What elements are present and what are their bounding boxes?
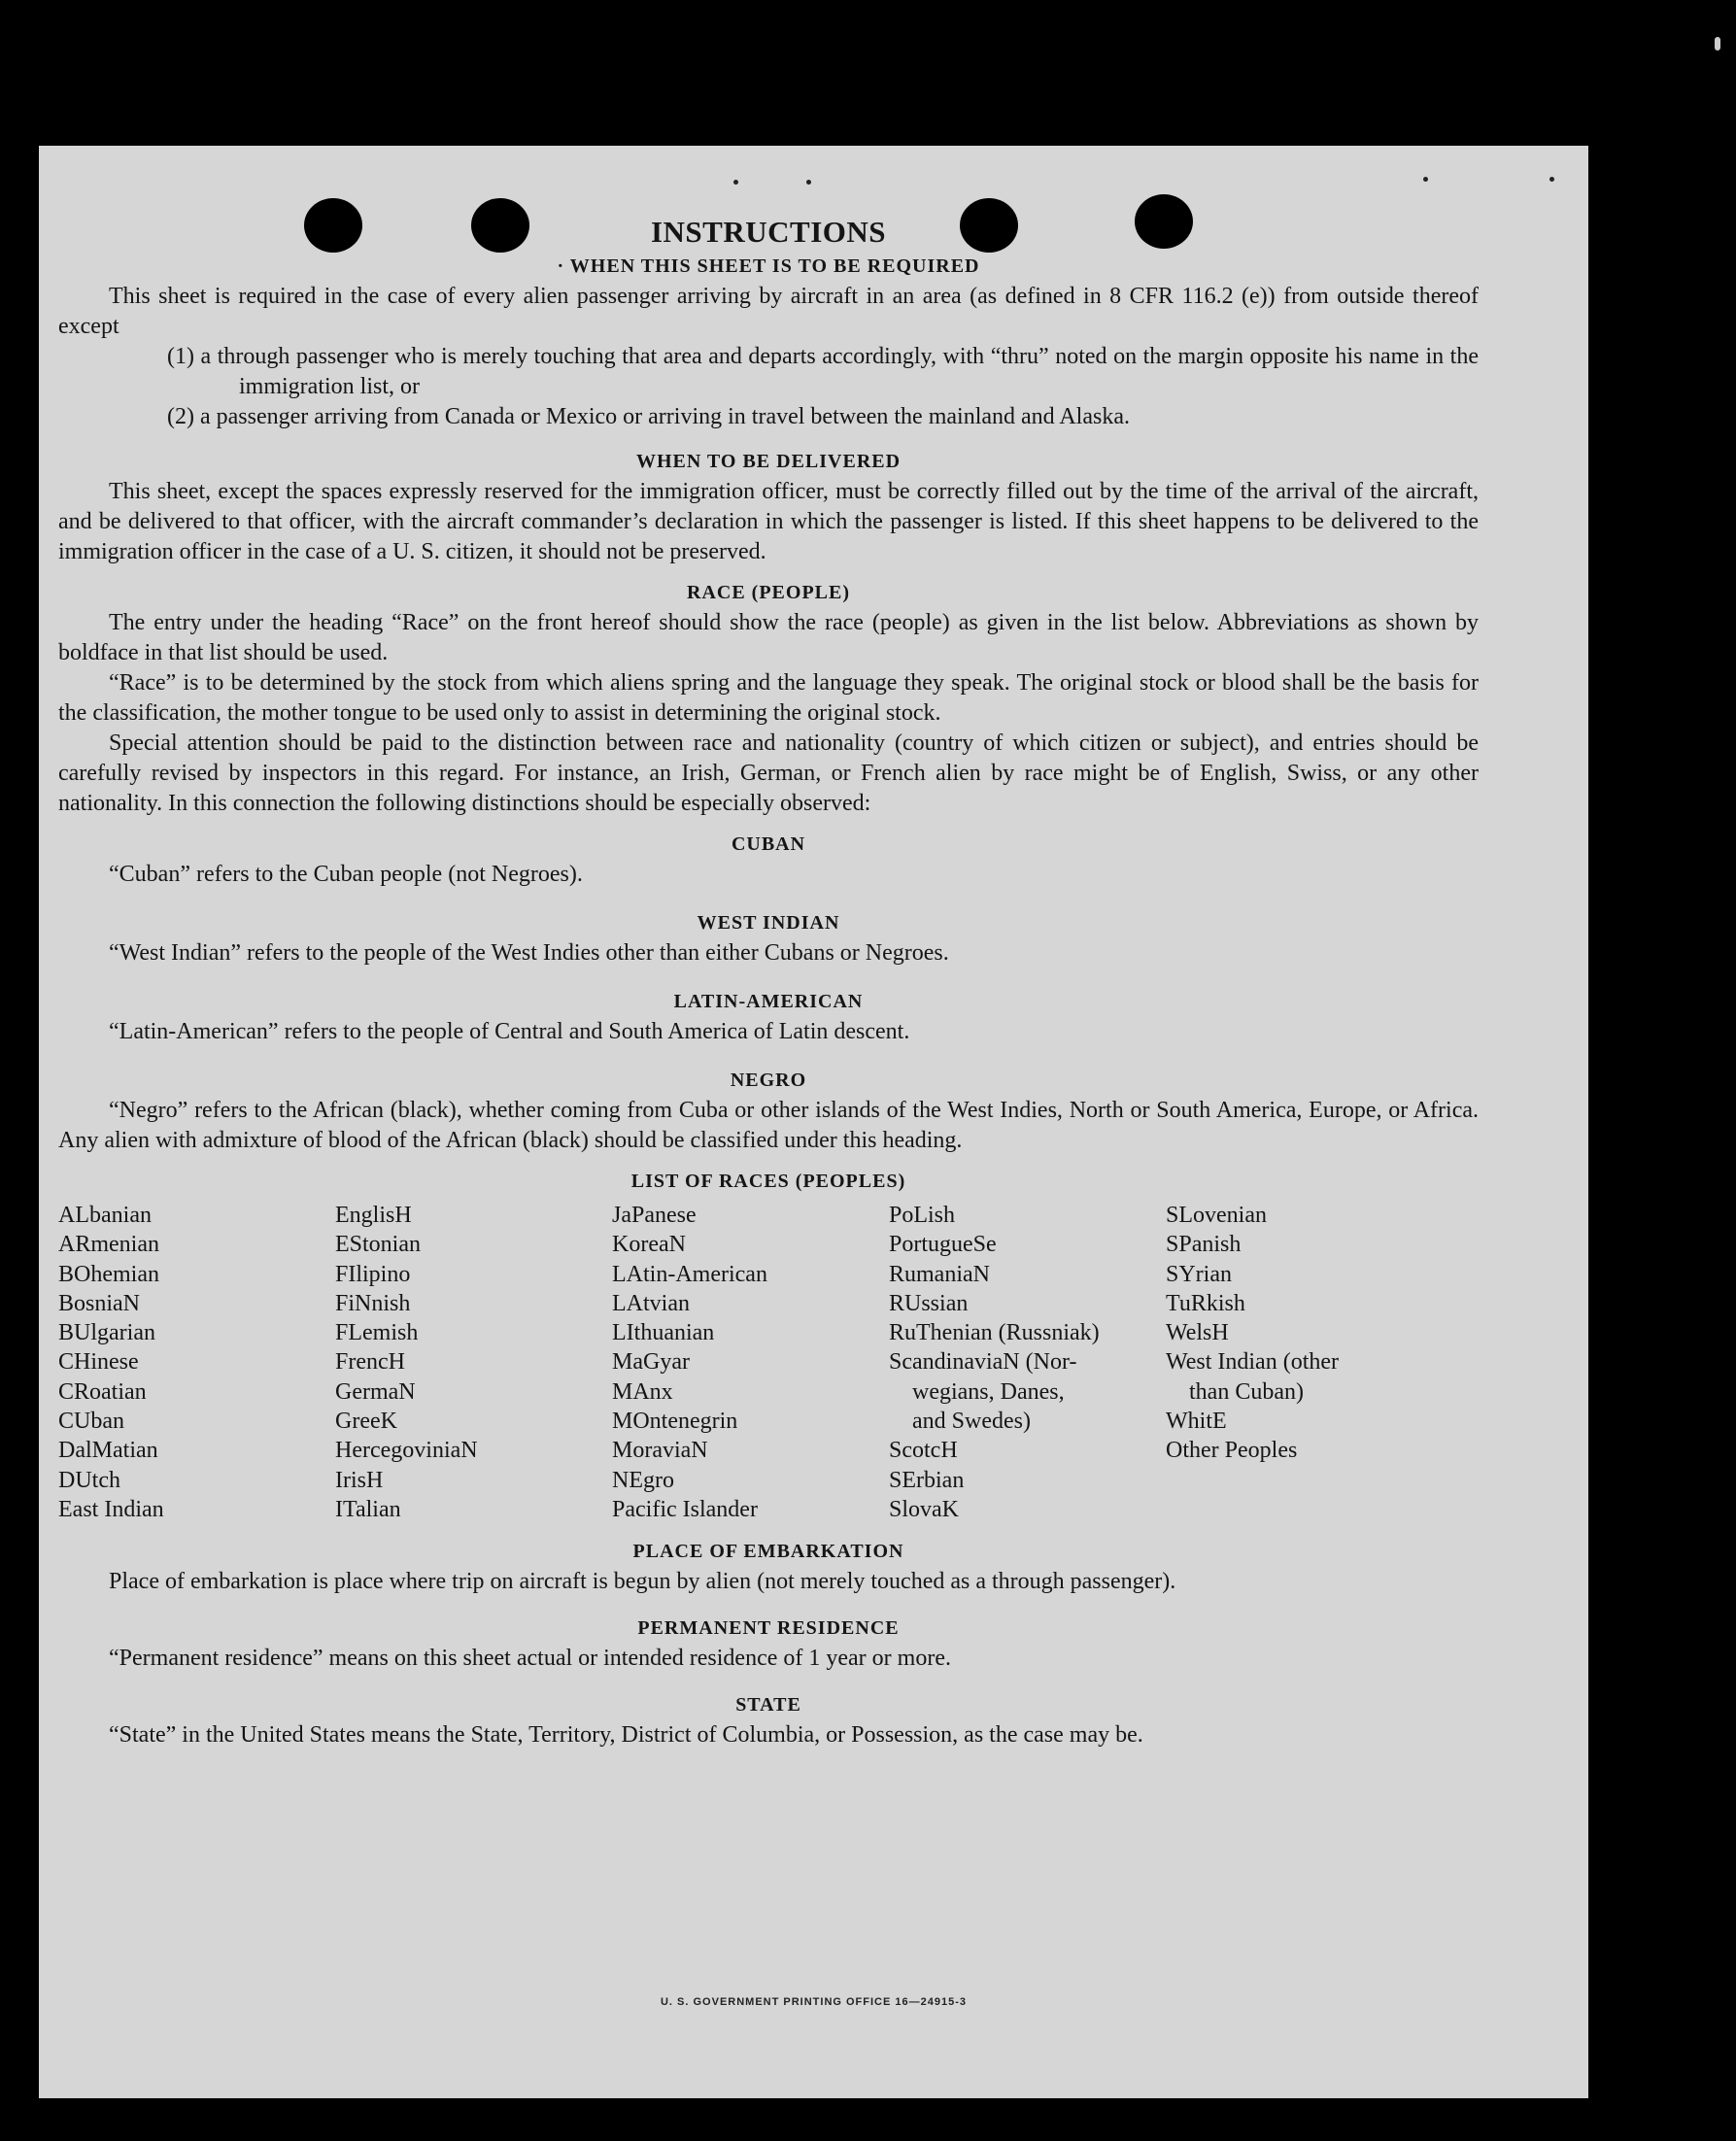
heading-cuban: CUBAN [731, 833, 806, 855]
race-entry: LIthuanian [612, 1320, 715, 1346]
race-entry: JaPanese [612, 1203, 697, 1228]
race-entry: PortugueSe [889, 1232, 997, 1258]
race-paragraph-2: “Race” is to be determined by the stock from which aliens spring and the language they speak. The original stock or blood shall be the basis for the classification, the mother tongue to be used only to assist in determining the original stock. [58, 670, 1479, 726]
race-entry: WhitE [1166, 1409, 1227, 1435]
heading-permanent-residence: PERMANENT RESIDENCE [637, 1617, 900, 1640]
race-entry: RumaniaN [889, 1261, 990, 1287]
race-entry: RuThenian (Russniak) [889, 1320, 1100, 1346]
race-entry: GreeK [335, 1409, 397, 1435]
race-entry: MaGyar [612, 1349, 690, 1376]
race-entry: Other Peoples [1166, 1438, 1298, 1464]
race-entry: SPanish [1166, 1232, 1242, 1258]
race-entry: NEgro [612, 1467, 674, 1493]
race-entry: MoraviaN [612, 1438, 708, 1464]
race-entry: EStonian [335, 1232, 421, 1258]
heading-west-indian: WEST INDIAN [697, 912, 840, 934]
when-delivered-text: This sheet, except the spaces expressly reserved for the immigration officer, must be correctly filled out by the time of the arrival of the aircraft, and be delivered to that officer, with the aircraft commander’s declaration in which the passenger is listed. If this sheet happens to be delivered to the immigration officer in the case of a U. S. citizen, it should not be preserved. [58, 479, 1479, 564]
heading-latin-american: LATIN-AMERICAN [673, 991, 864, 1012]
race-continuation: wegians, Danes, [912, 1378, 1065, 1405]
embarkation-text: Place of embarkation is place where trip on aircraft is begun by alien (not merely touched as a through passenger). [109, 1569, 1176, 1595]
race-entry: DalMatian [58, 1438, 158, 1464]
printing-office-footer: U. S. GOVERNMENT PRINTING OFFICE 16—24915-3 [660, 1996, 967, 2008]
race-entry: ALbanian [58, 1203, 152, 1228]
race-entry: WelsH [1166, 1320, 1229, 1346]
speck [733, 180, 738, 185]
heading-negro: NEGRO [730, 1070, 807, 1091]
race-entry: SYrian [1166, 1261, 1232, 1287]
negro-text: “Negro” refers to the African (black), whether coming from Cuba or other islands of the West Indies, North or South America, Europe, or Africa. Any alien with admixture of blood of the African (black) should be classified under this heading. [58, 1098, 1479, 1153]
race-entry: CHinese [58, 1349, 139, 1376]
cuban-text: “Cuban” refers to the Cuban people (not Negroes). [109, 862, 583, 887]
race-entry-continued [1166, 1377, 1443, 1407]
races-list [58, 1201, 1479, 1524]
heading-state: STATE [735, 1694, 801, 1716]
race-continuation: than Cuban) [1189, 1378, 1304, 1405]
heading-when-required: · WHEN THIS SHEET IS TO BE REQUIRED [557, 255, 980, 277]
race-entry: FrencH [335, 1349, 405, 1376]
edge-mark [1715, 37, 1720, 51]
when-required-intro: This sheet is required in the case of every alien passenger arriving by aircraft in an area (as defined in 8 CFR 116.2 (e)) from outside thereof except [58, 284, 1479, 339]
instructions-content [58, 214, 1479, 1750]
heading-list-of-races: LIST OF RACES (PEOPLES) [630, 1171, 906, 1192]
race-entry: BOhemian [58, 1261, 159, 1287]
race-entry-continued [889, 1377, 1166, 1407]
state-text: “State” in the United States means the State, Territory, District of Columbia, or Possession, as the case may be. [109, 1722, 1143, 1749]
race-entry: KoreaN [612, 1232, 686, 1258]
race-entry: Pacific Islander [612, 1496, 758, 1522]
heading-when-delivered: WHEN TO BE DELIVERED [635, 451, 902, 472]
latin-american-text: “Latin-American” refers to the people of Central and South America of Latin descent. [109, 1019, 910, 1044]
speck [806, 180, 811, 185]
race-entry: TuRkish [1166, 1290, 1245, 1316]
page-title: INSTRUCTIONS [650, 215, 886, 249]
races-column-1 [58, 1201, 335, 1524]
race-entry: ITalian [335, 1496, 401, 1522]
race-entry: SErbian [889, 1467, 965, 1493]
race-continuation: and Swedes) [912, 1409, 1031, 1435]
race-entry: RUssian [889, 1290, 969, 1316]
race-entry: HercegoviniaN [335, 1438, 478, 1464]
race-entry: BosniaN [58, 1290, 140, 1316]
race-entry: East Indian [58, 1496, 164, 1522]
races-column-4 [889, 1201, 1166, 1524]
race-paragraph-3: Special attention should be paid to the distinction between race and nationality (country of which citizen or subject), and entries should be carefully revised by inspectors in this regard. For instance, an Irish, German, or French alien by race might be of English, Swiss, or any other nationality. In this connection the following distinctions should be especially observed: [58, 731, 1479, 816]
when-required-item-1: (1) a through passenger who is merely touching that area and departs accordingly, with “thru” noted on the margin opposite his name in the immigration list, or [167, 344, 1479, 399]
permanent-residence-text: “Permanent residence” means on this sheet actual or intended residence of 1 year or more. [109, 1646, 951, 1672]
when-required-item-2: (2) a passenger arriving from Canada or Mexico or arriving in travel between the mainland and Alaska. [167, 404, 1130, 429]
heading-race: RACE (PEOPLE) [687, 582, 850, 603]
speck [1423, 177, 1428, 182]
document-page [39, 146, 1588, 2098]
west-indian-text: “West Indian” refers to the people of the West Indies other than either Cubans or Negroes. [109, 940, 949, 966]
race-entry: LAtvian [612, 1290, 690, 1316]
race-entry: ScandinaviaN (Nor- [889, 1349, 1077, 1376]
race-entry: ARmenian [58, 1232, 159, 1258]
race-entry: SlovaK [889, 1496, 959, 1522]
race-entry: FiNnish [335, 1290, 411, 1316]
race-entry: PoLish [889, 1203, 956, 1228]
race-entry: GermaN [335, 1378, 416, 1405]
heading-embarkation: PLACE OF EMBARKATION [632, 1541, 904, 1563]
race-entry: IrisH [335, 1467, 384, 1493]
races-column-2 [335, 1201, 612, 1524]
race-paragraph-1: The entry under the heading “Race” on the front hereof should show the race (people) as given in the list below. Abbreviations as shown by boldface in that list should be used. [58, 610, 1479, 665]
races-column-3 [612, 1201, 889, 1524]
race-entry: SLovenian [1166, 1203, 1267, 1228]
race-entry: LAtin-American [612, 1261, 767, 1287]
race-entry: BUlgarian [58, 1320, 155, 1346]
race-entry: CRoatian [58, 1378, 147, 1405]
race-entry: FLemish [335, 1320, 419, 1346]
race-entry: MOntenegrin [612, 1409, 738, 1435]
races-column-5 [1166, 1201, 1443, 1524]
race-entry: MAnx [612, 1378, 673, 1405]
race-entry-continued [889, 1407, 1166, 1436]
race-entry: FIlipino [335, 1261, 411, 1287]
race-entry: CUban [58, 1409, 124, 1435]
race-entry: West Indian (other [1166, 1349, 1340, 1376]
race-entry: ScotcH [889, 1438, 958, 1464]
speck [1549, 177, 1554, 182]
race-entry: DUtch [58, 1467, 120, 1493]
race-entry: EnglisH [335, 1203, 412, 1228]
